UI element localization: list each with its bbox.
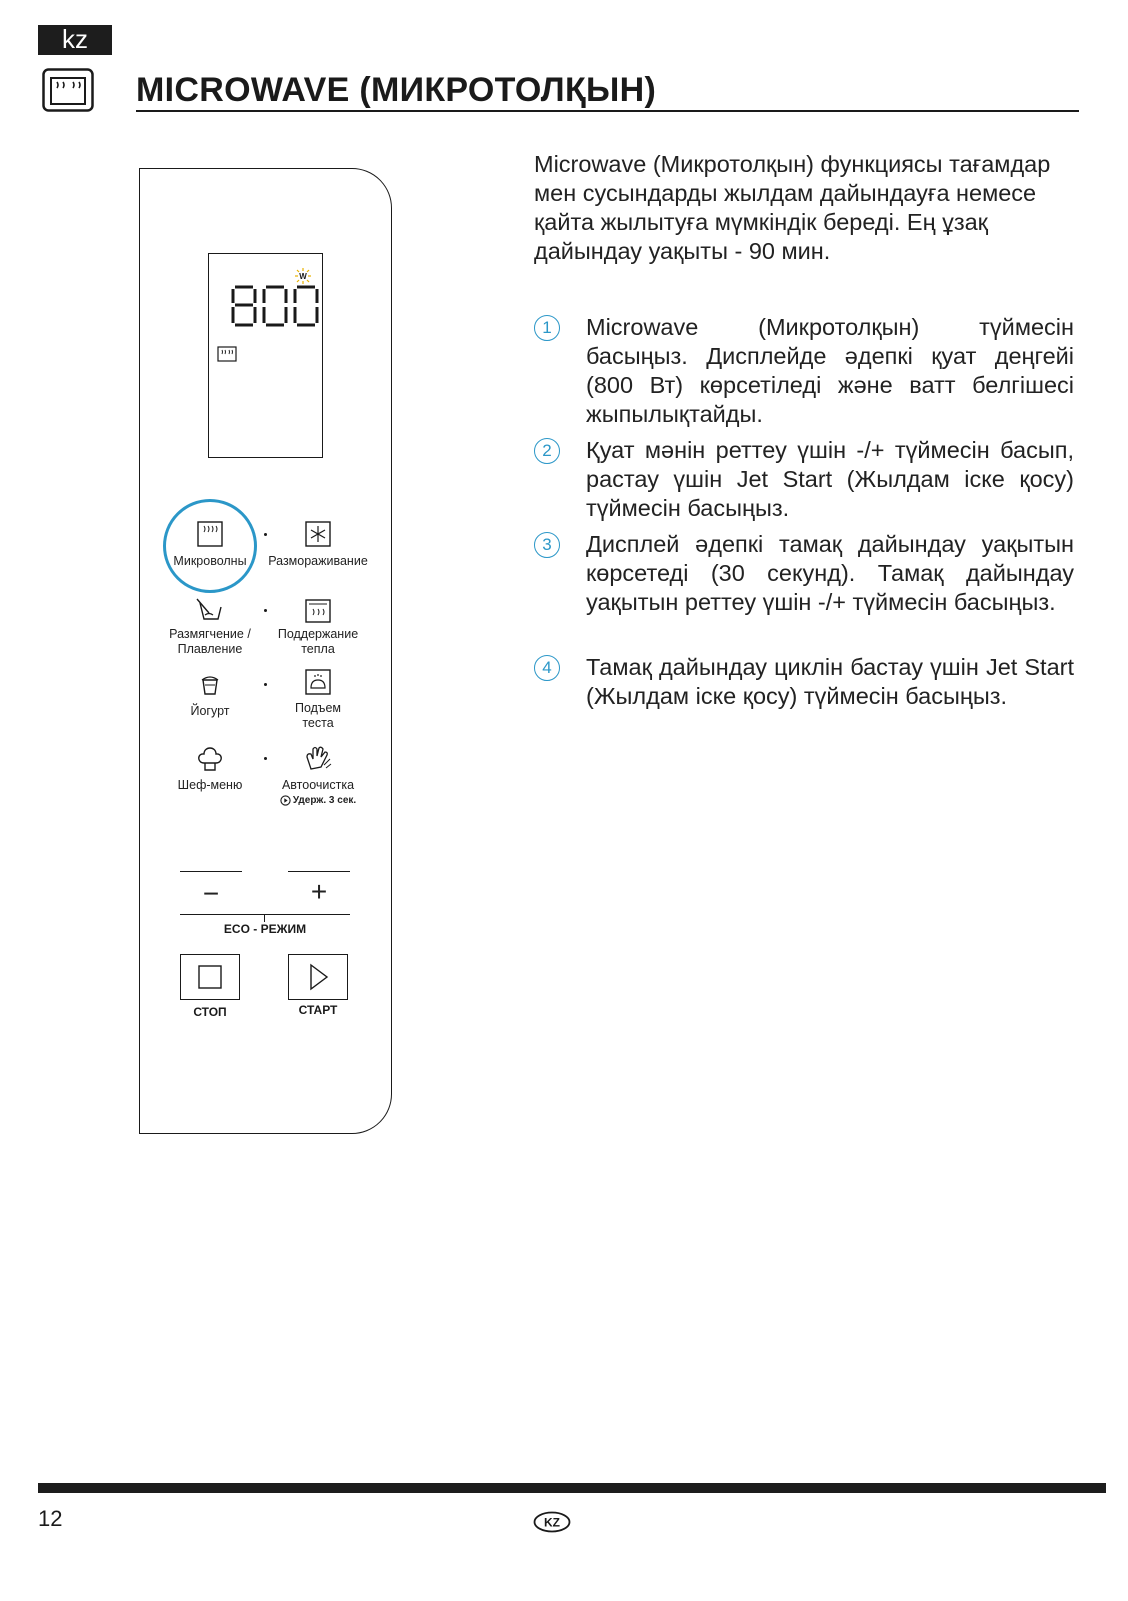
step-text: Дисплей әдепкі тамақ дайындау уақытын көрсетеді (30 секунд). Тамақ дайындау уақытын реттеу үшін -/+ түймесін басыңыз. [586, 531, 1074, 615]
defrost-label: Размораживание [268, 554, 368, 568]
dough-rise-button[interactable] [265, 669, 371, 731]
step-2 [534, 436, 1074, 523]
soften-melt-icon [195, 597, 225, 623]
chef-menu-label: Шеф-меню [177, 778, 243, 792]
microwave-oven-icon [42, 68, 94, 112]
soften-melt-label-line2: Плавление [177, 642, 243, 656]
play-icon [289, 955, 347, 999]
yogurt-label: Йогурт [190, 704, 230, 718]
step-text: Microwave (Микротолқын) түймесін басыңыз. Дисплейде әдепкі қуат деңгейі (800 Вт) көрсетіледі және ватт белгішесі жыпылықтайды. [586, 314, 1074, 427]
step-4 [534, 653, 1074, 711]
watt-mark: W [299, 272, 307, 281]
language-badge [533, 1511, 571, 1533]
soften-melt-label-line1: Размягчение / [169, 627, 251, 641]
auto-clean-label: Автоочистка [281, 778, 355, 792]
defrost-icon [305, 521, 331, 547]
start-button[interactable] [288, 954, 348, 1000]
keep-warm-button[interactable] [265, 597, 371, 657]
footer-rule [38, 1483, 1106, 1493]
plus-button[interactable]: + [310, 876, 328, 907]
hold-note-text: Удерж. 3 сек. [292, 794, 357, 806]
microwave-icon [197, 521, 223, 547]
dough-rise-label-line1: Подъем [294, 701, 342, 715]
minus-button[interactable]: − [202, 878, 220, 909]
step-1 [534, 313, 1074, 429]
chef-menu-button[interactable] [157, 743, 263, 793]
defrost-button[interactable] [265, 521, 371, 569]
keep-warm-label-line2: тепла [301, 642, 335, 656]
intro-paragraph: Microwave (Микротолқын) функциясы тағамдар мен сусындарды жылдам дайындауға немесе қайта жылытуға мүмкіндік береді. Ең ұзақ дайындау уақыты - 90 мин. [534, 151, 1051, 264]
display-digits [231, 284, 319, 328]
play-circle-icon [280, 795, 291, 806]
stop-button[interactable] [180, 954, 240, 1000]
step-number: 1 [534, 315, 560, 341]
step-3 [534, 530, 1074, 617]
auto-clean-icon [303, 743, 333, 773]
eco-mode-label: ECO - РЕЖИМ [223, 922, 307, 936]
eco-bracket-tick [264, 914, 265, 922]
control-panel [139, 168, 392, 1134]
yogurt-button[interactable] [157, 673, 263, 719]
step-number: 4 [534, 655, 560, 681]
step-number: 2 [534, 438, 560, 464]
watt-indicator-icon [295, 268, 311, 284]
page-title: MICROWAVE (МИКРОТОЛҚЫН) [136, 71, 657, 109]
panel-display [208, 253, 323, 458]
microwave-mode-label: Микроволны [173, 554, 247, 568]
yogurt-icon [198, 673, 222, 697]
page-number: 12 [38, 1506, 63, 1531]
soften-melt-button[interactable] [157, 597, 263, 657]
step-number: 3 [534, 532, 560, 558]
keep-warm-icon [305, 597, 331, 623]
dough-rise-icon [305, 669, 331, 695]
language-badge-icon [533, 1511, 571, 1533]
chef-hat-icon [195, 743, 225, 773]
stop-icon [181, 955, 239, 999]
plus-top-line [288, 871, 350, 872]
stop-label: СТОП [193, 1005, 227, 1019]
minus-top-line [180, 871, 242, 872]
microwave-mode-button[interactable] [157, 521, 263, 569]
title-divider [136, 110, 1079, 112]
auto-clean-button[interactable] [265, 743, 371, 811]
display-microwave-icon [217, 346, 237, 362]
hold-note [280, 795, 356, 807]
start-label: СТАРТ [298, 1003, 338, 1017]
language-badge-text: KZ [544, 1515, 560, 1530]
step-text: Тамақ дайындау циклін бастау үшін Jet Start (Жылдам іске қосу) түймесін басыңыз. [586, 654, 1074, 709]
language-tag: kz [38, 25, 112, 55]
step-text: Қуат мәнін реттеу үшін -/+ түймесін басып, растау үшін Jet Start (Жылдам іске қосу) түймесін басыңыз. [586, 437, 1074, 521]
keep-warm-label-line1: Поддержание [277, 627, 359, 641]
dough-rise-label-line2: теста [302, 716, 334, 730]
